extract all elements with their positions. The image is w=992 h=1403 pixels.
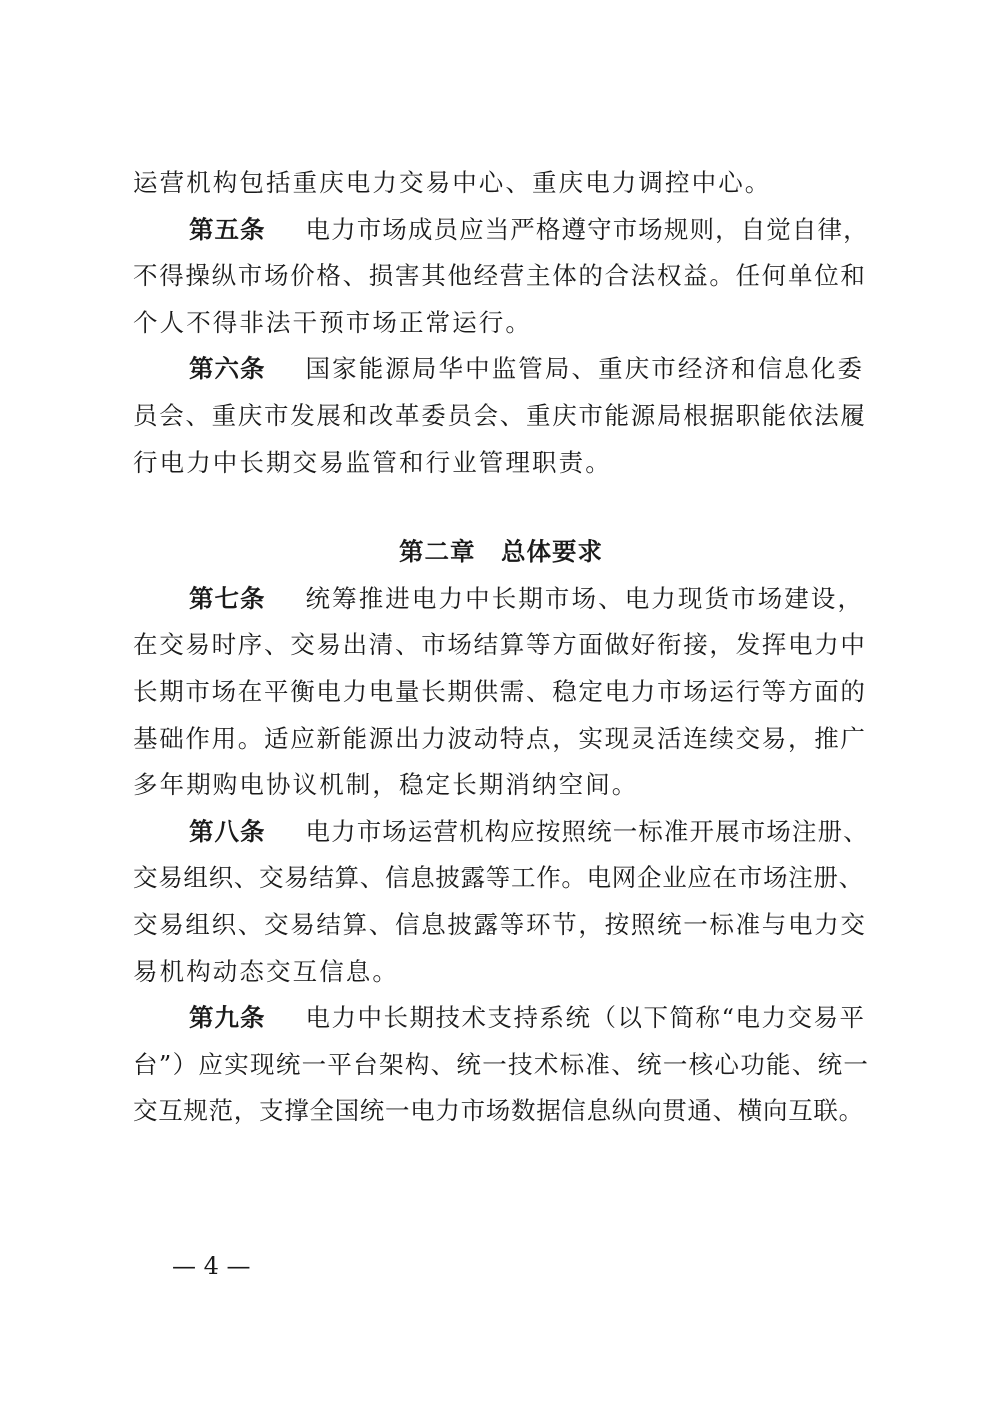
text-line bbox=[133, 622, 869, 669]
line-text: 电力中长期技术支持系统（以下简称“电力交易平 bbox=[305, 1003, 866, 1033]
article-label: 第七条 bbox=[189, 583, 266, 613]
page-number: — 4 — bbox=[172, 1252, 251, 1280]
line-text: 员会、重庆市发展和改革委员会、重庆市能源局根据职能依法履 bbox=[133, 400, 867, 430]
article-paragraph bbox=[133, 995, 869, 1135]
text-line bbox=[133, 253, 869, 300]
text-line bbox=[133, 716, 869, 763]
chapter-heading: 第二章 总体要求 bbox=[399, 537, 603, 567]
line-text: 行电力中长期交易监管和行业管理职责。 bbox=[133, 447, 612, 477]
line-text: 台”）应实现统一平台架构、统一技术标准、统一核心功能、统一 bbox=[133, 1049, 869, 1079]
line-text: 基础作用。适应新能源出力波动特点，实现灵活连续交易，推广 bbox=[133, 723, 867, 753]
line-text: 统筹推进电力中长期市场、电力现货市场建设， bbox=[305, 583, 865, 613]
text-line bbox=[133, 669, 869, 716]
article-label: 第九条 bbox=[189, 1003, 266, 1033]
section-spacer bbox=[133, 486, 869, 529]
article-paragraph bbox=[133, 809, 869, 995]
article-label: 第五条 bbox=[189, 214, 266, 244]
text-line bbox=[133, 995, 869, 1042]
text-line bbox=[133, 440, 869, 487]
line-text: 长期市场在平衡电力电量长期供需、稳定电力市场运行等方面的 bbox=[133, 676, 867, 706]
text-line bbox=[133, 576, 869, 623]
text-line bbox=[133, 902, 869, 949]
article-label: 第六条 bbox=[189, 354, 266, 384]
line-text: 交易组织、交易结算、信息披露等环节，按照统一标准与电力交 bbox=[133, 909, 867, 939]
line-text: 电力市场成员应当严格遵守市场规则，自觉自律， bbox=[305, 214, 869, 244]
article-paragraph bbox=[133, 576, 869, 809]
text-line bbox=[133, 207, 869, 254]
line-text: 不得操纵市场价格、损害其他经营主体的合法权益。任何单位和 bbox=[133, 261, 867, 291]
document-body bbox=[133, 160, 869, 1135]
text-line bbox=[133, 393, 869, 440]
article-paragraph bbox=[133, 346, 869, 486]
text-line bbox=[133, 1042, 869, 1089]
line-text: 运营机构包括重庆电力交易中心、重庆电力调控中心。 bbox=[133, 168, 772, 197]
paragraph bbox=[133, 160, 869, 207]
line-text: 交易组织、交易结算、信息披露等工作。电网企业应在市场注册、 bbox=[133, 863, 864, 893]
line-text: 国家能源局华中监管局、重庆市经济和信息化委 bbox=[305, 354, 865, 384]
line-text: 交互规范，支撑全国统一电力市场数据信息纵向贯通、横向互联。 bbox=[133, 1096, 864, 1126]
text-line bbox=[133, 1088, 869, 1135]
line-text: 易机构动态交互信息。 bbox=[133, 956, 399, 986]
text-line bbox=[133, 300, 869, 347]
line-text: 多年期购电协议机制，稳定长期消纳空间。 bbox=[133, 770, 639, 800]
text-line bbox=[133, 855, 869, 902]
text-line bbox=[133, 160, 869, 207]
article-paragraph bbox=[133, 207, 869, 347]
line-text: 在交易时序、交易出清、市场结算等方面做好衔接，发挥电力中 bbox=[133, 630, 867, 660]
line-text: 个人不得非法干预市场正常运行。 bbox=[133, 307, 532, 337]
text-line bbox=[133, 762, 869, 809]
text-line bbox=[133, 346, 869, 393]
text-line bbox=[133, 809, 869, 856]
article-label: 第八条 bbox=[189, 816, 266, 846]
text-line bbox=[133, 949, 869, 996]
line-text: 电力市场运营机构应按照统一标准开展市场注册、 bbox=[305, 816, 869, 846]
